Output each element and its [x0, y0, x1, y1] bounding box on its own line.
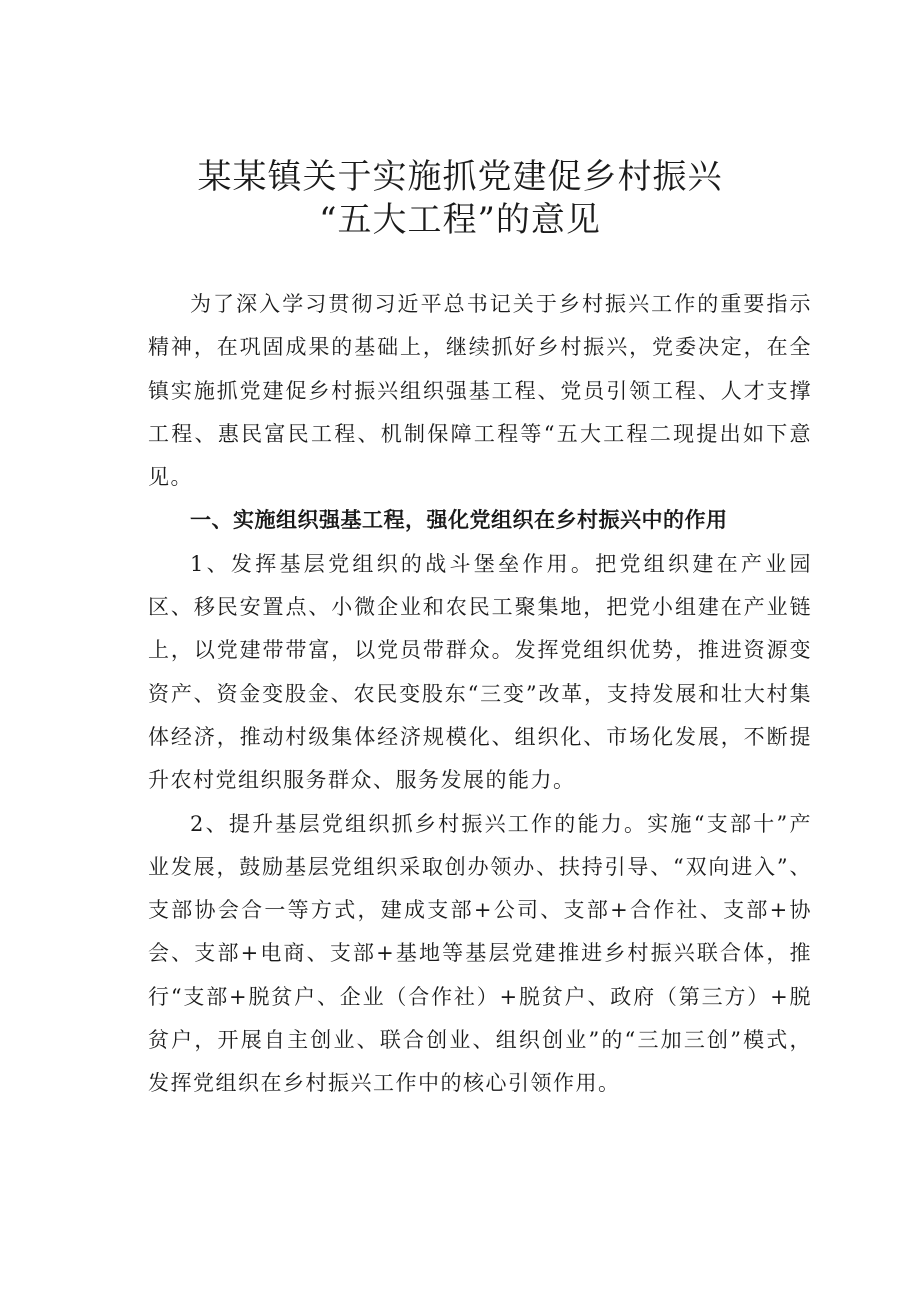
intro-paragraph: 为了深入学习贯彻习近平总书记关于乡村振兴工作的重要指示精神，在巩固成果的基础上，继续抓好乡村振兴，党委决定，在全镇实施抓党建促乡村振兴组织强基工程、党员引领工程、人才支撑工程、惠民富民工程、机制保障工程等“五大工程二现提出如下意见。 — [148, 292, 812, 490]
item1-paragraph: 1、发挥基层党组织的战斗堡垒作用。把党组织建在产业园区、移民安置点、小微企业和农民工聚集地，把党小组建在产业链上，以党建带带富，以党员带群众。发挥党组织优势，推进资源变资产、资金变股金、农民变股东“三变”改革，支持发展和壮大村集体经济，推动村级集体经济规模化、组织化、市场化发展，不断提升农村党组织服务群众、服务发展的能力。 — [148, 551, 812, 793]
document-title-line1: 某某镇关于实施抓党建促乡村振兴 — [197, 157, 723, 197]
document-title-line2: “五大工程”的意见 — [319, 200, 601, 240]
item2-paragraph: 2、提升基层党组织抓乡村振兴工作的能力。实施“支部十”产业发展，鼓励基层党组织采取创办领办、扶持引导、“双向进入”、支部协会合一等方式，建成支部+公司、支部+合作社、支部+协会、支部+电商、支部+基地等基层党建推进乡村振兴联合体，推行“支部+脱贫户、企业（合作社）+脱贫户、政府（第三方）+脱贫户，开展自主创业、联合创业、组织创业”的“三加三创”模式，发挥党组织在乡村振兴工作中的核心引领作用。 — [148, 811, 812, 1096]
document-body — [148, 283, 812, 1106]
section1-heading: 一、实施组织强基工程，强化党组织在乡村振兴中的作用 — [190, 508, 728, 533]
